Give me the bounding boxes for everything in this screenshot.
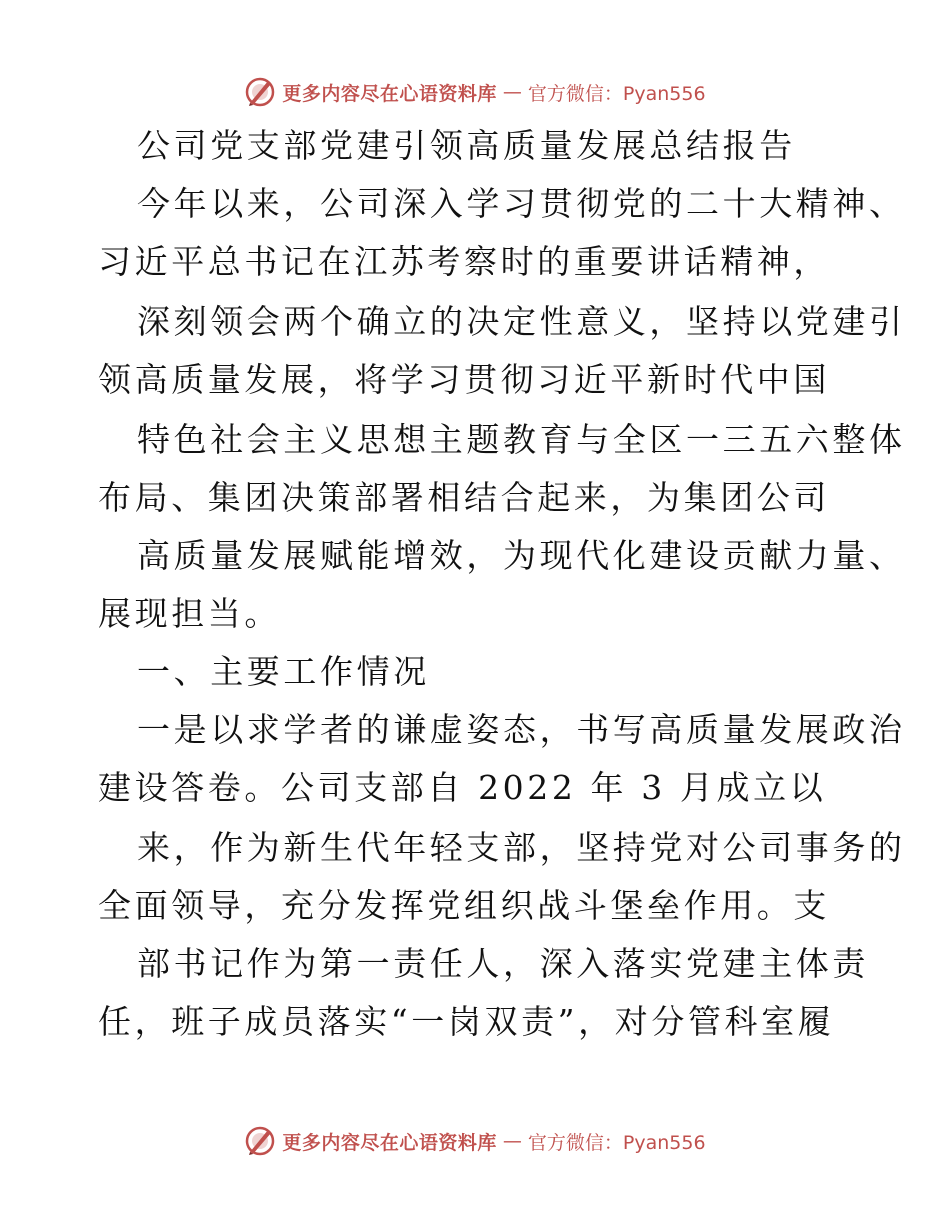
- watermark-contact: 官方微信：Pyan556: [527, 1131, 706, 1154]
- watermark-contact: 官方微信：Pyan556: [527, 82, 706, 105]
- section-heading: 一、主要工作情况: [137, 652, 430, 691]
- paragraph-line: 习近平总书记在江苏考察时的重要讲话精神，: [98, 242, 830, 281]
- watermark-separator: —: [502, 81, 522, 103]
- watermark-text: 更多内容尽在心语资料库: [282, 1131, 497, 1154]
- paragraph-line: 深刻领会两个确立的决定性意义，坚持以党建引: [137, 302, 906, 341]
- paragraph-line: 布局、集团决策部署相结合起来，为集团公司: [98, 478, 830, 517]
- document-title: 公司党支部党建引领高质量发展总结报告: [137, 126, 796, 165]
- paragraph-line: 来，作为新生代年轻支部，坚持党对公司事务的: [137, 828, 906, 867]
- paragraph-line: 特色社会主义思想主题教育与全区一三五六整体: [137, 420, 906, 459]
- paragraph-line: 展现担当。: [98, 594, 281, 633]
- quill-pen-logo-icon: [244, 1125, 276, 1157]
- watermark-text: 更多内容尽在心语资料库: [282, 82, 497, 105]
- paragraph-line: 领高质量发展，将学习贯彻习近平新时代中国: [98, 360, 830, 399]
- quill-pen-logo-icon: [244, 76, 276, 108]
- paragraph-line: 今年以来，公司深入学习贯彻党的二十大精神、: [137, 184, 906, 223]
- paragraph-line: 建设答卷。公司支部自 2022 年 3 月成立以: [98, 768, 827, 807]
- paragraph-line: 一是以求学者的谦虚姿态，书写高质量发展政治: [137, 710, 906, 749]
- header-watermark: [0, 72, 950, 112]
- footer-watermark: [0, 1121, 950, 1161]
- paragraph-line: 高质量发展赋能增效，为现代化建设贡献力量、: [137, 536, 906, 575]
- paragraph-line: 全面领导，充分发挥党组织战斗堡垒作用。支: [98, 886, 830, 925]
- watermark-separator: —: [502, 1130, 522, 1152]
- paragraph-line: 部书记作为第一责任人，深入落实党建主体责: [137, 944, 869, 983]
- paragraph-line: 任，班子成员落实“一岗双责”，对分管科室履: [98, 1002, 835, 1041]
